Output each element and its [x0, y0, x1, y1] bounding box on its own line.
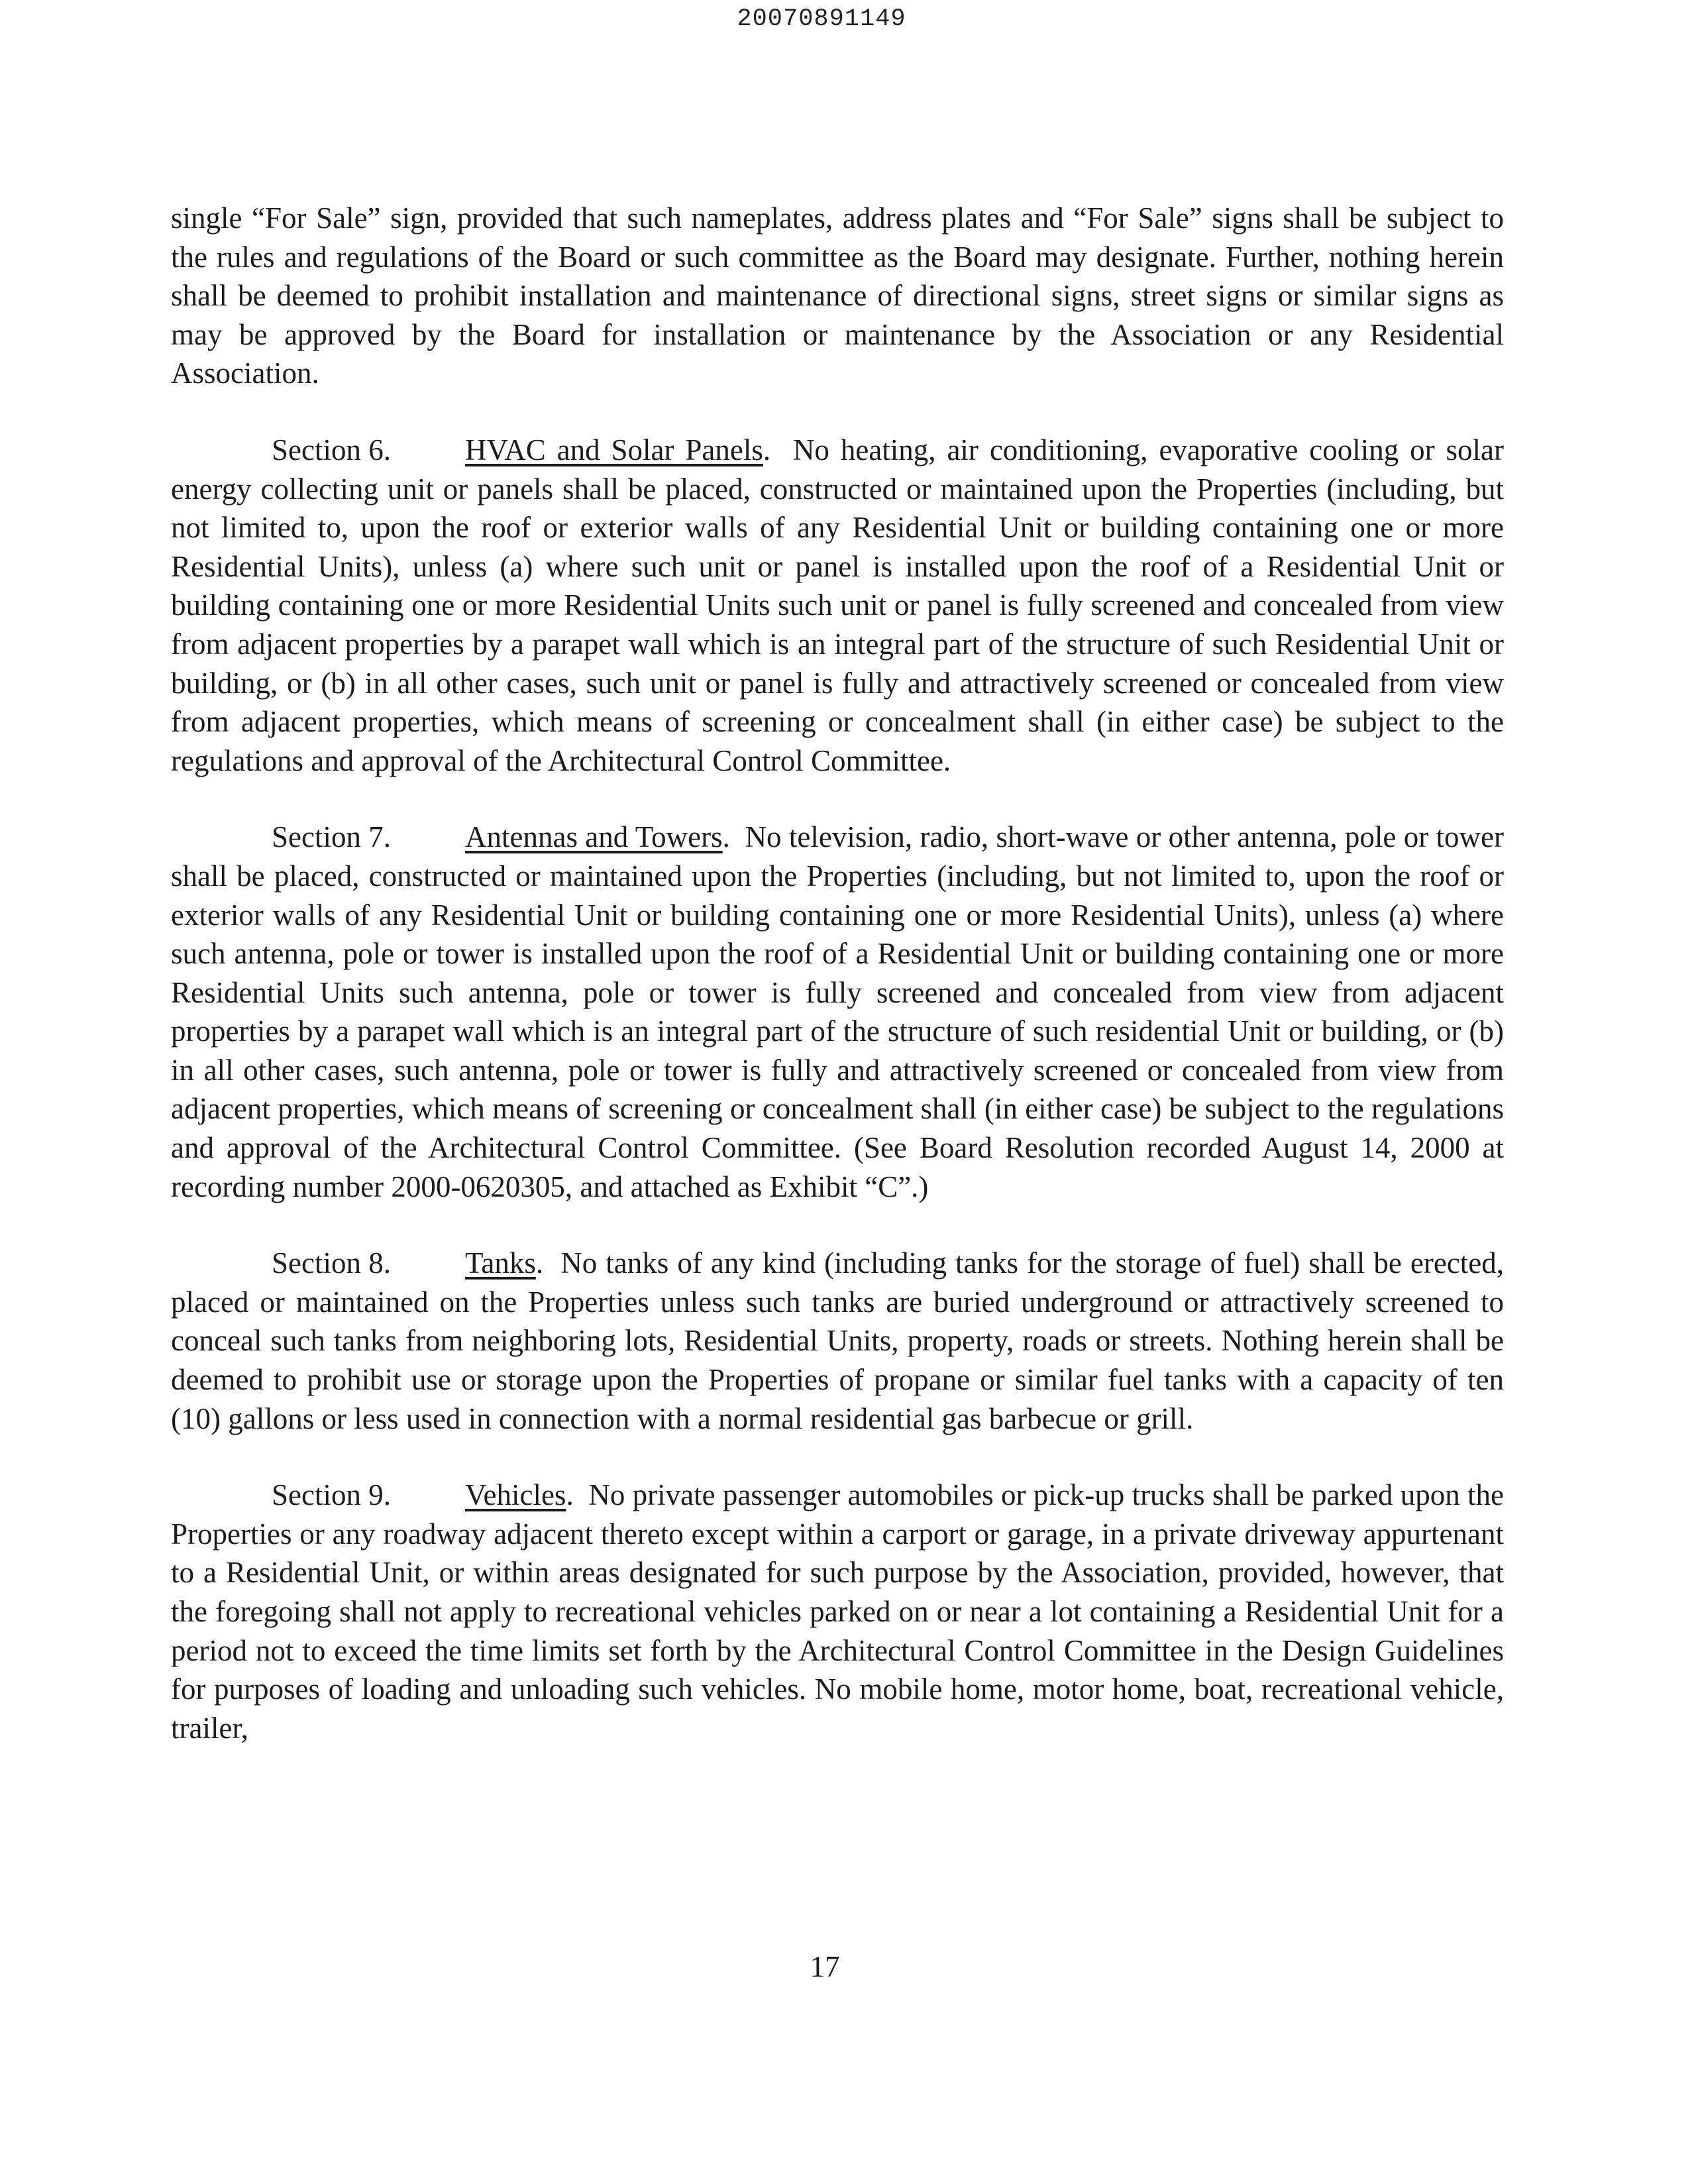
- section-7-paragraph: Section 7. Antennas and Towers. No television, radio, short-wave or other antenna, pole or tower shall be placed, constructed or maintained upon the Properties (including, but not limited to, upon the roof or exterior walls of any Residential Unit or building containing one or more Residential Units), unless (a) where such antenna, pole or tower is installed upon the roof of a Residential Unit or building containing one or more Residential Units such antenna, pole or tower is fully screened and concealed from view from adjacent properties by a parapet wall which is an integral part of the structure of such residential Unit or building, or (b) in all other cases, such antenna, pole or tower is fully and attractively screened or concealed from view from adjacent properties, which means of screening or concealment shall (in either case) be subject to the regulations and approval of the Architectural Control Committee. (See Board Resolution recorded August 14, 2000 at recording number 2000-0620305, and attached as Exhibit “C”.): [171, 818, 1504, 1206]
- section-8-text: No tanks of any kind (including tanks for the storage of fuel) shall be erected, placed or maintained on the Properties unless such tanks are buried underground or attractively screened to conceal such tanks from neighboring lots, Residential Units, property, roads or streets. Nothing herein shall be deemed to prohibit use or storage upon the Properties of propane or similar fuel tanks with a capacity of ten (10) gallons or less used in connection with a normal residential gas barbecue or grill.: [171, 1246, 1504, 1435]
- document-number: 20070891149: [737, 5, 906, 33]
- section-6-text: No heating, air conditioning, evaporative cooling or solar energy collecting unit or panels shall be placed, constructed or maintained upon the Properties (including, but not limited to, upon the roof or exterior walls of any Residential Unit or building containing one or more Residential Units), unless (a) where such unit or panel is installed upon the roof of a Residential Unit or building containing one or more Residential Units such unit or panel is fully screened and concealed from view from adjacent properties by a parapet wall which is an integral part of the structure of such Residential Unit or building, or (b) in all other cases, such unit or panel is fully and attractively screened or concealed from view from adjacent properties, which means of screening or concealment shall (in either case) be subject to the regulations and approval of the Architectural Control Committee.: [171, 433, 1504, 777]
- section-6-paragraph: Section 6. HVAC and Solar Panels. No heating, air conditioning, evaporative cooling or solar energy collecting unit or panels shall be placed, constructed or maintained upon the Properties (including, but not limited to, upon the roof or exterior walls of any Residential Unit or building containing one or more Residential Units), unless (a) where such unit or panel is installed upon the roof of a Residential Unit or building containing one or more Residential Units such unit or panel is fully screened and concealed from view from adjacent properties by a parapet wall which is an integral part of the structure of such Residential Unit or building, or (b) in all other cases, such unit or panel is fully and attractively screened or concealed from view from adjacent properties, which means of screening or concealment shall (in either case) be subject to the regulations and approval of the Architectural Control Committee.: [171, 431, 1504, 780]
- section-9-title: Vehicles: [465, 1478, 566, 1512]
- section-9-text: No private passenger automobiles or pick-up trucks shall be parked upon the Properties or any roadway adjacent thereto except within a carport or garage, in a private driveway appurtenant to a Residential Unit, or within areas designated for such purpose by the Association, provided, however, that the foregoing shall not apply to recreational vehicles parked on or near a lot containing a Residential Unit for a period not to exceed the time limits set forth by the Architectural Control Committee in the Design Guidelines for purposes of loading and unloading such vehicles. No mobile home, motor home, boat, recreational vehicle, trailer,: [171, 1478, 1505, 1745]
- section-8-paragraph: Section 8. Tanks. No tanks of any kind (including tanks for the storage of fuel) shall be erected, placed or maintained on the Properties unless such tanks are buried underground or attractively screened to conceal such tanks from neighboring lots, Residential Units, property, roads or streets. Nothing herein shall be deemed to prohibit use or storage upon the Properties of propane or similar fuel tanks with a capacity of ten (10) gallons or less used in connection with a normal residential gas barbecue or grill.: [171, 1244, 1504, 1438]
- section-6-label: Section 6.: [272, 433, 391, 466]
- section-7-label: Section 7.: [272, 820, 391, 854]
- section-7-title: Antennas and Towers: [465, 820, 723, 854]
- section-7-text: No television, radio, short-wave or other antenna, pole or tower shall be placed, constructed or maintained upon the Properties (including, but not limited to, upon the roof or exterior walls of any Residential Unit or building containing one or more Residential Units), unless (a) where such antenna, pole or tower is installed upon the roof of a Residential Unit or building containing one or more Residential Units such antenna, pole or tower is fully screened and concealed from view from adjacent properties by a parapet wall which is an integral part of the structure of such residential Unit or building, or (b) in all other cases, such antenna, pole or tower is fully and attractively screened or concealed from view from adjacent properties, which means of screening or concealment shall (in either case) be subject to the regulations and approval of the Architectural Control Committee. (See Board Resolution recorded August 14, 2000 at recording number 2000-0620305, and attached as Exhibit “C”.): [171, 820, 1505, 1203]
- intro-paragraph: single “For Sale” sign, provided that such nameplates, address plates and “For Sale” signs shall be subject to the rules and regulations of the Board or such committee as the Board may designate. Further, nothing herein shall be deemed to prohibit installation and maintenance of directional signs, street signs or similar signs as may be approved by the Board for installation or maintenance by the Association or any Residential Association.: [171, 201, 1504, 390]
- section-9-paragraph: Section 9. Vehicles. No private passenger automobiles or pick-up trucks shall be parked upon the Properties or any roadway adjacent thereto except within a carport or garage, in a private driveway appurtenant to a Residential Unit, or within areas designated for such purpose by the Association, provided, however, that the foregoing shall not apply to recreational vehicles parked on or near a lot containing a Residential Unit for a period not to exceed the time limits set forth by the Architectural Control Committee in the Design Guidelines for purposes of loading and unloading such vehicles. No mobile home, motor home, boat, recreational vehicle, trailer,: [171, 1476, 1504, 1747]
- section-6-title: HVAC and Solar Panels: [465, 433, 763, 466]
- document-body: [171, 199, 1504, 1785]
- section-9-label: Section 9.: [272, 1478, 391, 1512]
- section-8-label: Section 8.: [272, 1246, 391, 1280]
- section-8-title: Tanks: [465, 1246, 536, 1280]
- page-number: 17: [810, 1950, 840, 1983]
